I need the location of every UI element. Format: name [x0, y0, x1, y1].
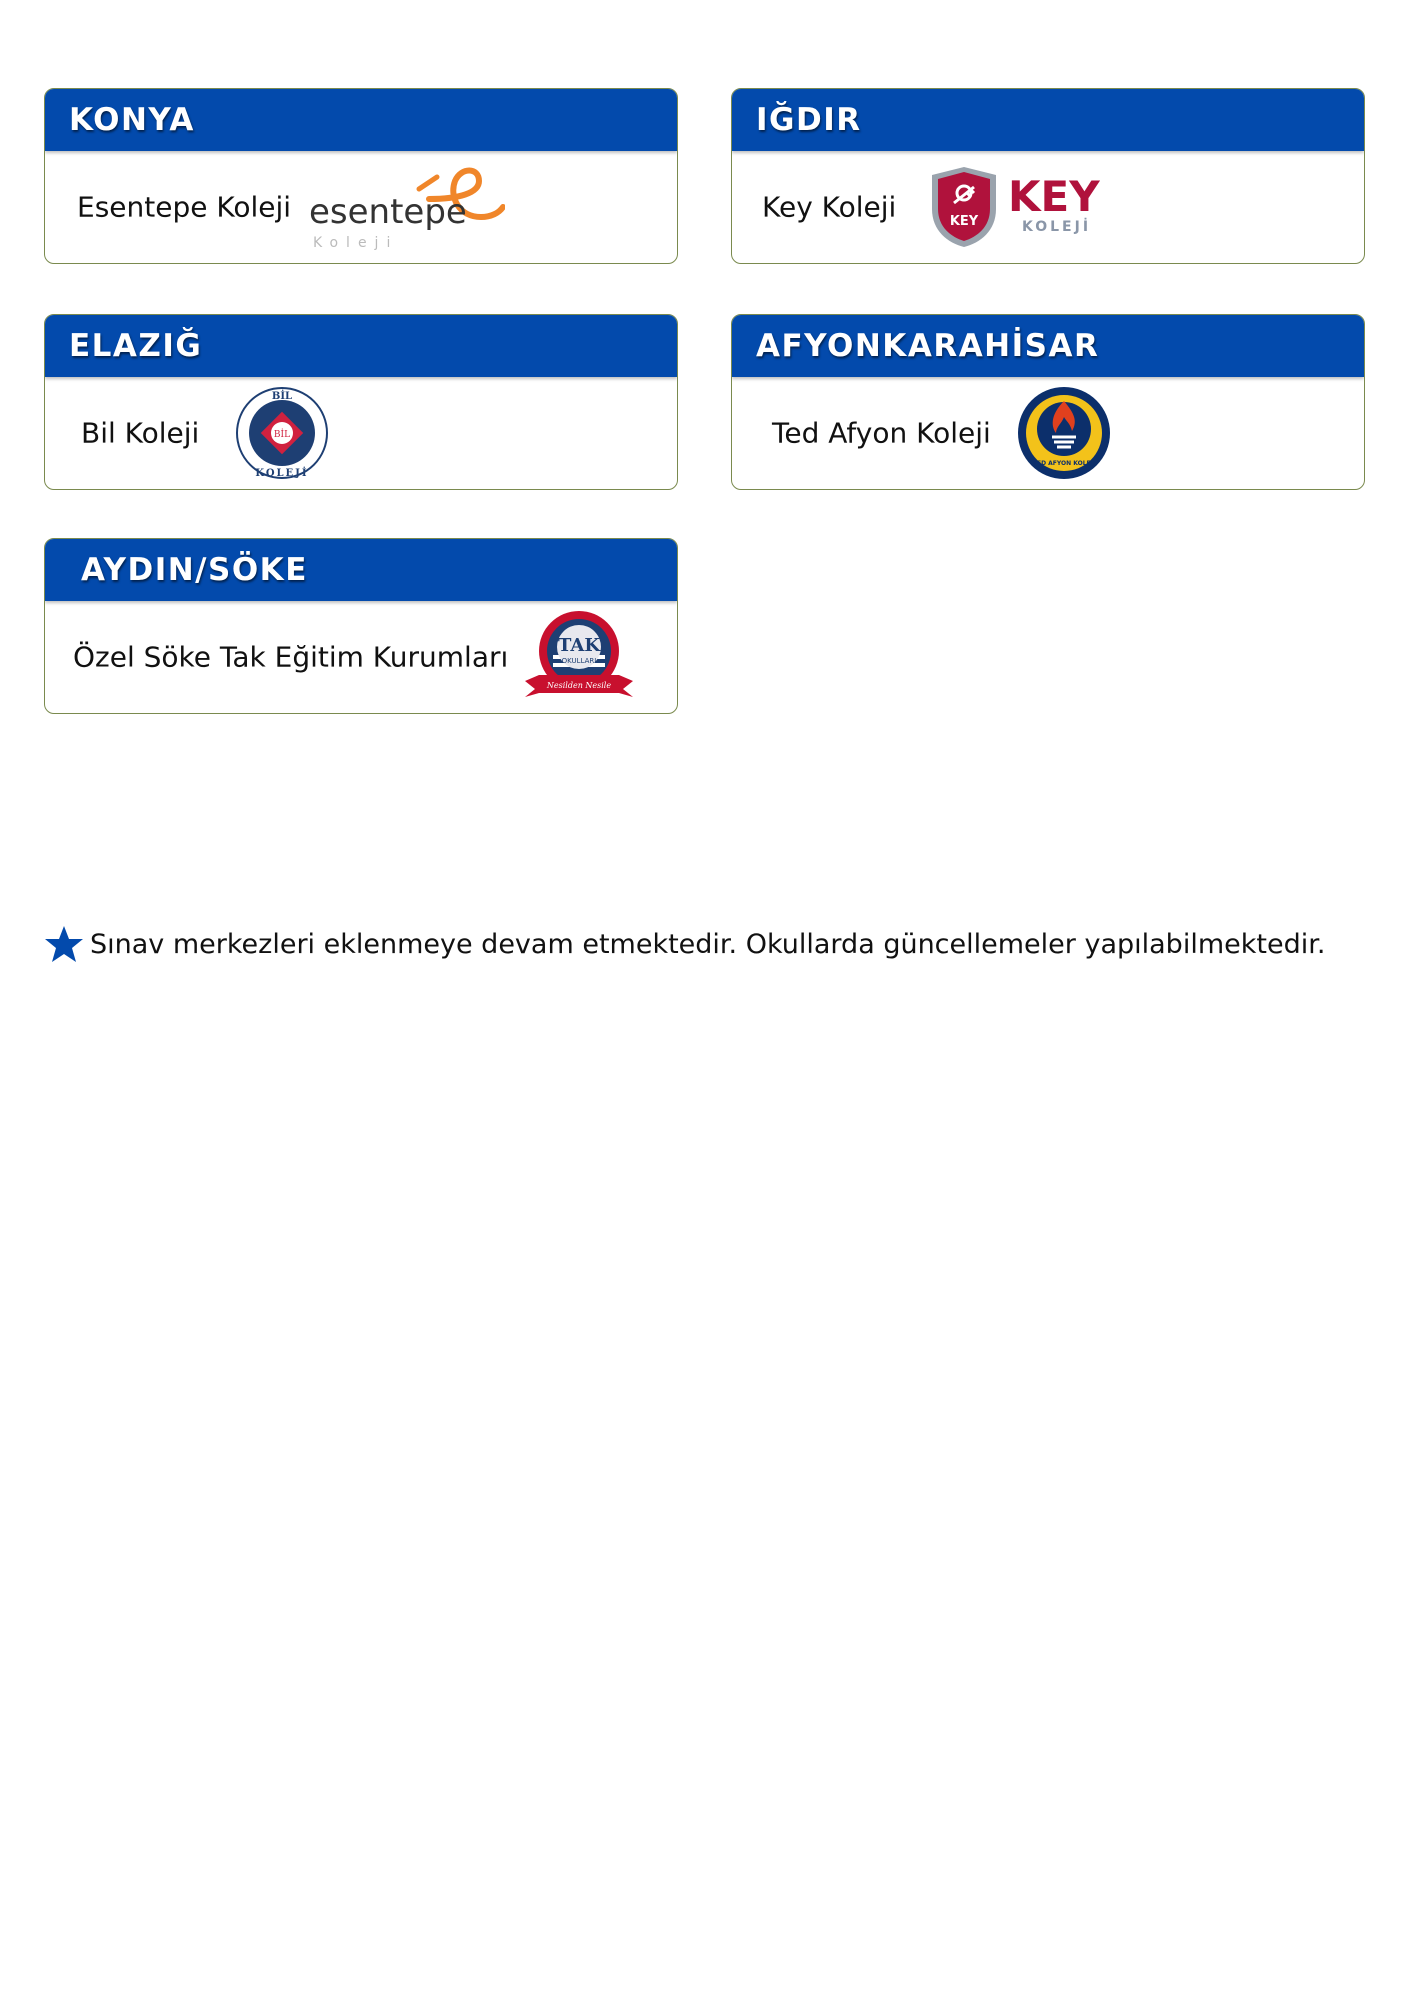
- card-body: [45, 601, 677, 713]
- tak-wordmark: TAK: [557, 635, 601, 656]
- ted-ring-text: TED AFYON KOLEJİ: [1032, 460, 1096, 467]
- card-body: [45, 377, 677, 489]
- card-body: [732, 377, 1364, 489]
- esentepe-subtext: Koleji: [313, 235, 399, 251]
- tak-subtext: OKULLARI: [561, 657, 597, 665]
- key-badge-text: KEY: [949, 214, 979, 229]
- school-name: Bil Koleji: [81, 416, 200, 450]
- school-name: Ted Afyon Koleji: [772, 416, 991, 450]
- card-konya: [44, 88, 678, 264]
- esentepe-wordmark: esentepe: [309, 192, 467, 232]
- ted-afyon-koleji-logo-icon: [1016, 385, 1112, 481]
- key-wordmark: KEY: [1008, 172, 1100, 221]
- school-name: Esentepe Koleji: [77, 190, 292, 224]
- bil-bottom-text: KOLEJİ: [255, 468, 309, 479]
- region-title: KONYA: [45, 89, 677, 151]
- key-koleji-logo-icon: [924, 165, 1100, 249]
- school-name: Özel Söke Tak Eğitim Kurumları: [73, 640, 509, 674]
- esentepe-koleji-logo-icon: [309, 159, 505, 255]
- card-body: [45, 151, 677, 263]
- bil-center-text: BİL: [273, 430, 291, 440]
- card-afyonkarahisar: [731, 314, 1365, 490]
- card-igdir: [731, 88, 1365, 264]
- region-title: AFYONKARAHİSAR: [732, 315, 1364, 377]
- tak-okullari-logo-icon: [523, 609, 635, 705]
- region-title: IĞDIR: [732, 89, 1364, 151]
- bil-koleji-logo-icon: [235, 386, 329, 480]
- key-subtext: KOLEJİ: [1022, 219, 1092, 235]
- card-aydin-soke: [44, 538, 678, 714]
- school-name: Key Koleji: [762, 190, 897, 224]
- tak-ribbon-text: Nesilden Nesile: [546, 681, 612, 690]
- bil-top-text: BİL: [271, 391, 293, 402]
- footnote: [44, 924, 1325, 964]
- card-elazig: [44, 314, 678, 490]
- region-title: ELAZIĞ: [45, 315, 677, 377]
- footnote-text: Sınav merkezleri eklenmeye devam etmektedir. Okullarda güncellemeler yapılabilmektedir.: [90, 928, 1326, 960]
- star-icon: [44, 924, 84, 964]
- region-title: AYDIN/SÖKE: [45, 539, 677, 601]
- card-body: [732, 151, 1364, 263]
